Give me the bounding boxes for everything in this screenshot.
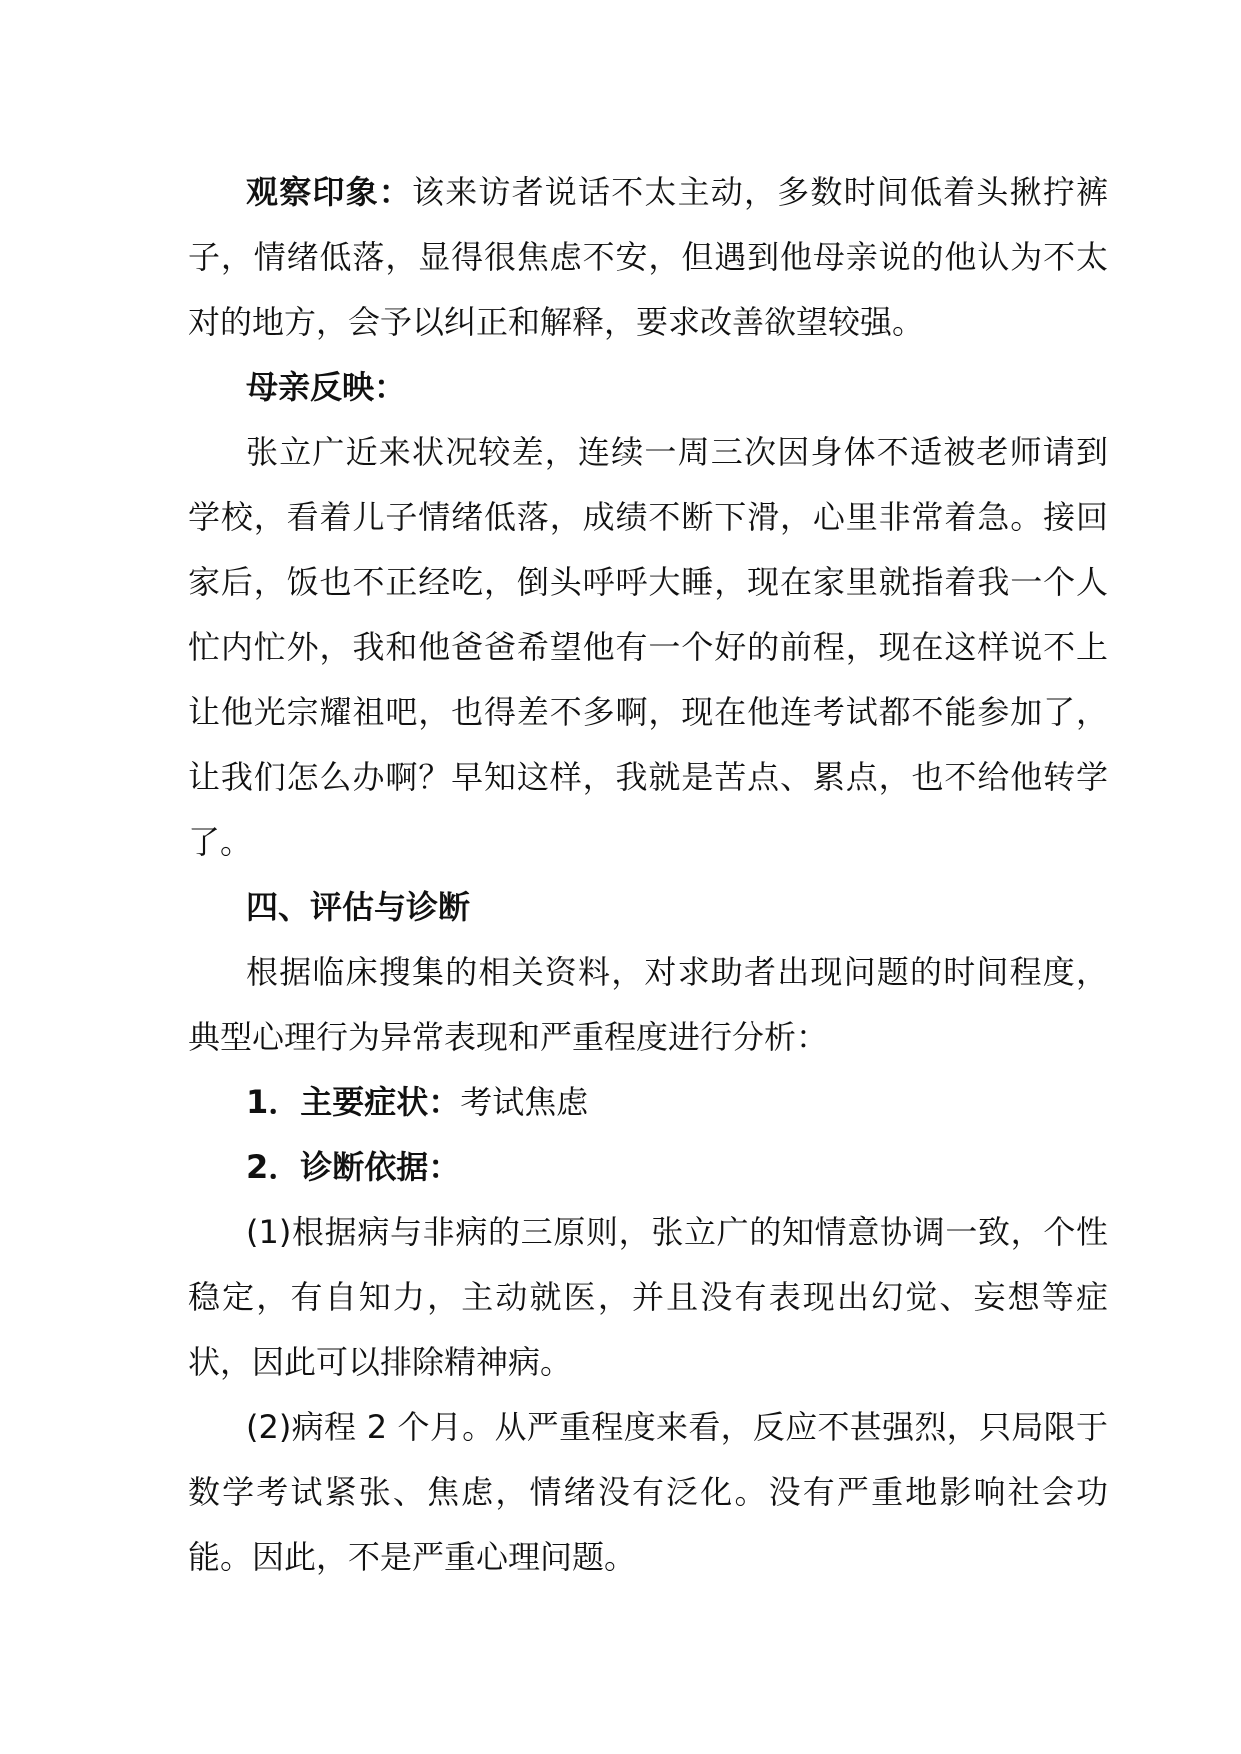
- observation-paragraph: [188, 160, 1108, 355]
- mother-paragraph: 张立广近来状况较差，连续一周三次因身体不适被老师请到学校，看着儿子情绪低落，成绩不断下滑，心里非常着急。接回家后，饭也不正经吃，倒头呼呼大睡，现在家里就指着我一个人忙内忙外，我和他爸爸希望他有一个好的前程，现在这样说不上让他光宗耀祖吧，也得差不多啊，现在他连考试都不能参加了，让我们怎么办啊？早知这样，我就是苦点、累点，也不给他转学了。: [188, 433, 1108, 861]
- main-symptom-item: [188, 1070, 1108, 1135]
- diagnosis-basis-2: (2)病程 2 个月。从严重程度来看，反应不甚强烈，只局限于数学考试紧张、焦虑，情绪没有泛化。没有严重地影响社会功能。因此，不是严重心理问题。: [188, 1408, 1108, 1576]
- mother-label: 母亲反映：: [246, 368, 407, 406]
- document-page: [188, 160, 1108, 1590]
- main-symptom-text: 考试焦虑: [460, 1083, 589, 1121]
- section-heading: 四、评估与诊断: [246, 888, 471, 926]
- diagnosis-basis-1: (1)根据病与非病的三原则，张立广的知情意协调一致，个性稳定，有自知力，主动就医，并且没有表现出幻觉、妄想等症状，因此可以排除精神病。: [188, 1213, 1108, 1381]
- section-intro: 根据临床搜集的相关资料，对求助者出现问题的时间程度，典型心理行为异常表现和严重程度进行分析：: [188, 953, 1108, 1056]
- observation-label: 观察印象：: [246, 173, 412, 211]
- diagnosis-basis-label: 2．诊断依据：: [246, 1148, 461, 1186]
- observation-text: 该来访者说话不太主动，多数时间低着头揪拧裤子，情绪低落，显得很焦虑不安，但遇到他母亲说的他认为不太对的地方，会予以纠正和解释，要求改善欲望较强。: [188, 173, 1108, 341]
- main-symptom-label: 1．主要症状：: [246, 1083, 461, 1121]
